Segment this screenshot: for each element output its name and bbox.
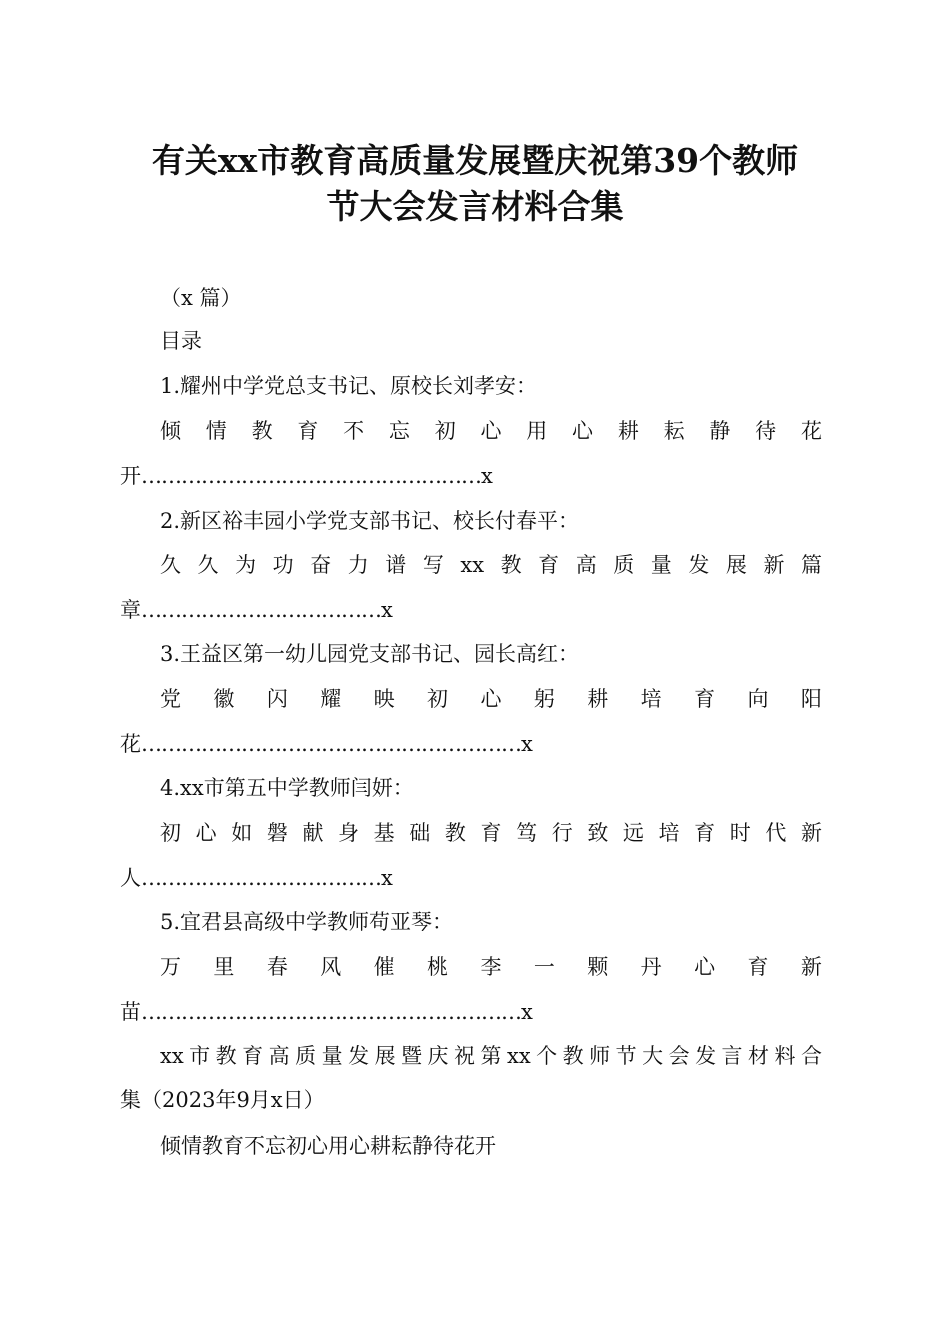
justified-char: 育 — [747, 955, 769, 979]
justified-char: 风 — [320, 955, 342, 979]
justified-char: 用 — [526, 419, 548, 443]
justified-char: 育 — [242, 1044, 264, 1068]
justified-char: 新 — [763, 553, 785, 577]
justified-char: 一 — [533, 955, 555, 979]
toc-entry-3-leader — [120, 724, 822, 764]
toc-entry-1-title — [120, 411, 822, 451]
justified-char: 写 — [422, 553, 444, 577]
justified-char: 心 — [480, 419, 502, 443]
toc-entry-3-dots: ………………………………………………… — [141, 732, 521, 756]
justified-char: 展 — [725, 553, 747, 577]
justified-char: 个 — [536, 1044, 558, 1068]
toc-entry-4-page: x — [381, 866, 393, 890]
justified-char: 倾 — [160, 419, 181, 443]
toc-entry-3-page: x — [521, 732, 533, 756]
toc-entry-4-speaker: 4.xx市第五中学教师闫妍： — [160, 776, 414, 800]
collection-heading-line-1 — [120, 1036, 822, 1076]
justified-char: 教 — [251, 419, 273, 443]
justified-char: 会 — [668, 1044, 690, 1068]
justified-char: 合 — [801, 1044, 822, 1068]
justified-char: 身 — [338, 821, 360, 845]
justified-char: 久 — [197, 553, 219, 577]
justified-char: 量 — [321, 1044, 343, 1068]
justified-char: 里 — [213, 955, 235, 979]
justified-char: 高 — [268, 1044, 290, 1068]
justified-char: 第 — [480, 1044, 502, 1068]
justified-char: 万 — [160, 955, 181, 979]
justified-char: 教 — [562, 1044, 584, 1068]
toc-entry-5-leader — [120, 992, 822, 1032]
toc-entry-5-speaker: 5.宜君县高级中学教师苟亚琴： — [160, 910, 454, 934]
justified-char: 材 — [748, 1044, 770, 1068]
justified-char: 催 — [373, 955, 395, 979]
document-title — [90, 138, 860, 230]
justified-char: 代 — [765, 821, 787, 845]
justified-char: 映 — [373, 687, 395, 711]
justified-char: 耕 — [617, 419, 639, 443]
justified-char: 情 — [205, 419, 227, 443]
justified-char: 质 — [295, 1044, 317, 1068]
justified-char: xx — [506, 1044, 531, 1068]
justified-char: 育 — [480, 821, 502, 845]
toc-entry-4-title-end: 人 — [120, 866, 141, 890]
title-line-1: 有关xx市教育高质量发展暨庆祝第39个教师 — [151, 141, 799, 180]
justified-char: 向 — [747, 687, 769, 711]
justified-char: 党 — [160, 687, 181, 711]
justified-char: 高 — [575, 553, 597, 577]
justified-char: 功 — [272, 553, 294, 577]
justified-char: 庆 — [427, 1044, 449, 1068]
toc-entry-2-leader — [120, 590, 822, 630]
justified-char: 待 — [755, 419, 777, 443]
justified-char: 不 — [343, 419, 365, 443]
justified-char: 耕 — [587, 687, 609, 711]
justified-char: 颗 — [587, 955, 609, 979]
justified-char: 行 — [551, 821, 573, 845]
justified-char: 躬 — [533, 687, 555, 711]
justified-char: 丹 — [640, 955, 662, 979]
toc-entry-5-dots: ………………………………………………… — [141, 1000, 521, 1024]
justified-char: 心 — [694, 955, 716, 979]
justified-char: 静 — [709, 419, 731, 443]
toc-entry-1-title-end: 开 — [120, 464, 141, 488]
toc-entry-5-page: x — [521, 1000, 533, 1024]
justified-char: 致 — [587, 821, 609, 845]
justified-char: 师 — [589, 1044, 611, 1068]
toc-entry-2-dots: ……………………………… — [141, 598, 381, 622]
justified-char: 初 — [427, 687, 449, 711]
justified-char: 李 — [480, 955, 502, 979]
justified-char: 发 — [688, 553, 710, 577]
toc-entry-3-title-end: 花 — [120, 732, 141, 756]
justified-char: 市 — [189, 1044, 211, 1068]
justified-char: 大 — [642, 1044, 664, 1068]
justified-char: 献 — [302, 821, 324, 845]
justified-char: 基 — [373, 821, 395, 845]
toc-entry-3-title — [120, 679, 822, 719]
justified-char: 培 — [658, 821, 680, 845]
toc-entry-4-title — [120, 813, 822, 853]
justified-char: xx — [160, 1044, 184, 1068]
toc-entry-5-title — [120, 947, 822, 987]
count-note: （x 篇） — [160, 286, 242, 310]
toc-entry-2-title-end: 章 — [120, 598, 141, 622]
justified-char: 笃 — [516, 821, 538, 845]
toc-entry-2-title — [120, 545, 822, 585]
justified-char: 耘 — [663, 419, 685, 443]
collection-heading-line-2: 集（2023年9月x日） — [120, 1088, 325, 1112]
justified-char: 育 — [538, 553, 560, 577]
justified-char: 桃 — [427, 955, 449, 979]
title-line-2: 节大会发言材料合集 — [326, 187, 624, 226]
justified-char: 育 — [694, 687, 716, 711]
justified-char: 篇 — [800, 553, 822, 577]
toc-entry-1-leader — [120, 456, 822, 496]
justified-char: 奋 — [310, 553, 332, 577]
justified-char: 徽 — [213, 687, 235, 711]
justified-char: 力 — [347, 553, 369, 577]
toc-entry-5-title-end: 苗 — [120, 1000, 141, 1024]
justified-char: 培 — [640, 687, 662, 711]
toc-heading: 目录 — [160, 329, 202, 353]
justified-char: 发 — [695, 1044, 717, 1068]
justified-char: 料 — [774, 1044, 796, 1068]
justified-char: 新 — [800, 821, 822, 845]
toc-entry-1-page: x — [481, 464, 493, 488]
first-article-title: 倾情教育不忘初心用心耕耘静待花开 — [160, 1134, 496, 1158]
justified-char: 谱 — [385, 553, 407, 577]
justified-char: 心 — [480, 687, 502, 711]
justified-char: 教 — [500, 553, 522, 577]
justified-char: 耀 — [320, 687, 342, 711]
toc-entry-1-dots: …………………………………………… — [141, 464, 481, 488]
justified-char: 初 — [434, 419, 456, 443]
justified-char: 质 — [613, 553, 635, 577]
justified-char: 春 — [266, 955, 288, 979]
toc-entry-2-page: x — [381, 598, 393, 622]
justified-char: xx — [460, 553, 485, 577]
justified-char: 心 — [572, 419, 594, 443]
toc-entry-4-dots: ……………………………… — [141, 866, 381, 890]
justified-char: 阳 — [800, 687, 822, 711]
justified-char: 量 — [650, 553, 672, 577]
justified-char: 时 — [729, 821, 751, 845]
justified-char: 忘 — [388, 419, 410, 443]
justified-char: 教 — [444, 821, 466, 845]
justified-char: 发 — [348, 1044, 370, 1068]
justified-char: 磐 — [266, 821, 288, 845]
toc-entry-3-speaker: 3.王益区第一幼儿园党支部书记、园长高红： — [160, 642, 580, 666]
justified-char: 育 — [694, 821, 716, 845]
toc-entry-4-leader — [120, 858, 822, 898]
justified-char: 新 — [800, 955, 822, 979]
toc-entry-2-speaker: 2.新区裕丰园小学党支部书记、校长付春平： — [160, 509, 580, 533]
justified-char: 花 — [800, 419, 822, 443]
justified-char: 闪 — [266, 687, 288, 711]
justified-char: 如 — [231, 821, 253, 845]
justified-char: 初 — [160, 821, 181, 845]
justified-char: 远 — [622, 821, 644, 845]
justified-char: 暨 — [401, 1044, 423, 1068]
justified-char: 节 — [615, 1044, 637, 1068]
justified-char: 言 — [721, 1044, 743, 1068]
justified-char: 育 — [297, 419, 319, 443]
justified-char: 为 — [235, 553, 257, 577]
justified-char: 教 — [215, 1044, 237, 1068]
justified-char: 展 — [374, 1044, 396, 1068]
justified-char: 祝 — [454, 1044, 476, 1068]
justified-char: 心 — [195, 821, 217, 845]
justified-char: 久 — [160, 553, 181, 577]
justified-char: 础 — [409, 821, 431, 845]
toc-entry-1-speaker: 1.耀州中学党总支书记、原校长刘孝安： — [160, 374, 538, 398]
